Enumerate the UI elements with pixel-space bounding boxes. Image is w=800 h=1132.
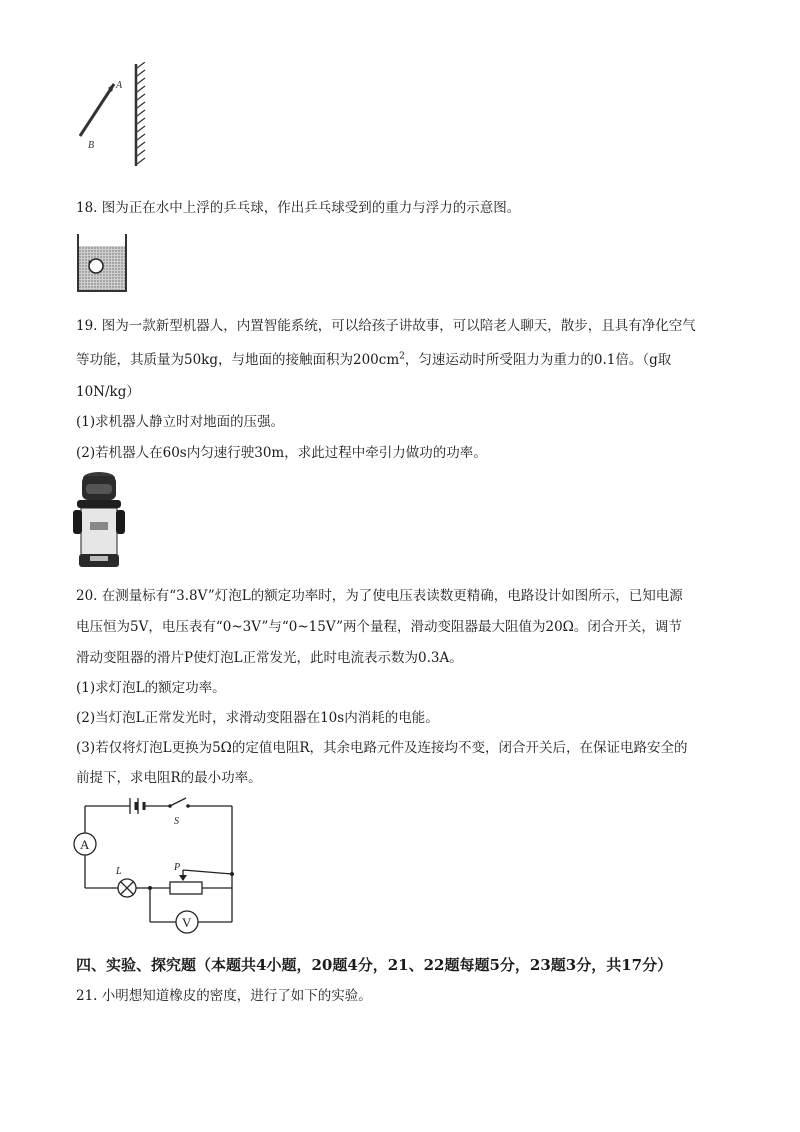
question-20-line-1: 20. 在测量标有“3.8V”灯泡L的额定功率时，为了使电压表读数更精确，电路设计如图所示，已知电源 xyxy=(76,588,683,604)
robot-figure xyxy=(70,470,128,570)
question-19-line-2: 等功能，其质量为50kg，与地面的接触面积为$200cm^2$，匀速运动时所受阻力为重力的0.1倍。（g取 xyxy=(76,351,672,368)
question-20-line-3: 滑动变阻器的滑片P使灯泡L正常发光，此时电流表示数为0.3A。 xyxy=(76,650,463,666)
voltmeter-label: V xyxy=(182,915,192,930)
question-20-sub-3: (3)若仅将灯泡L更换为5Ω的定值电阻R，其余电路元件及连接均不变，闭合开关后，在保证电路安全的 xyxy=(76,740,688,756)
ping-pong-ball xyxy=(89,259,103,273)
circuit-diagram xyxy=(70,794,240,936)
label-b: B xyxy=(88,140,95,151)
question-20-sub-1: (1)求灯泡L的额定功率。 xyxy=(76,680,226,696)
lamp-label: L xyxy=(116,866,122,877)
rheostat xyxy=(170,882,202,894)
ammeter-label: A xyxy=(80,837,90,852)
switch-label: S xyxy=(174,816,179,827)
section-4-title: 四、实验、探究题（本题共4小题，20题4分，21、22题每题5分，23题3分，共17分） xyxy=(76,956,673,974)
question-19-line-1: 19. 图为一款新型机器人，内置智能系统，可以给孩子讲故事，可以陪老人聊天，散步，且具有净化空气 xyxy=(76,318,696,334)
question-20-sub-2: (2)当灯泡L正常发光时，求滑动变阻器在10s内消耗的电能。 xyxy=(76,710,439,726)
beaker-ball-figure xyxy=(76,232,128,294)
question-19-sub-2: (2)若机器人在60s内匀速行驶30m，求此过程中牵引力做功的功率。 xyxy=(76,445,487,461)
mirror-ray-figure xyxy=(70,62,160,170)
question-19-sub-1: (1)求机器人静立时对地面的压强。 xyxy=(76,414,285,430)
slider-label: P xyxy=(174,862,181,873)
label-a: A xyxy=(116,80,123,91)
question-19-line-3: 10N/kg） xyxy=(76,384,140,400)
question-21: 21. 小明想知道橡皮的密度，进行了如下的实验。 xyxy=(76,988,372,1004)
question-18: 18. 图为正在水中上浮的乒乓球，作出乒乓球受到的重力与浮力的示意图。 xyxy=(76,200,521,216)
question-20-sub-3-cont: 前提下，求电阻R的最小功率。 xyxy=(76,770,262,786)
question-20-line-2: 电压恒为5V，电压表有“0~3V”与“0~15V”两个量程，滑动变阻器最大阻值为20Ω。闭合开关，调节 xyxy=(76,619,682,635)
